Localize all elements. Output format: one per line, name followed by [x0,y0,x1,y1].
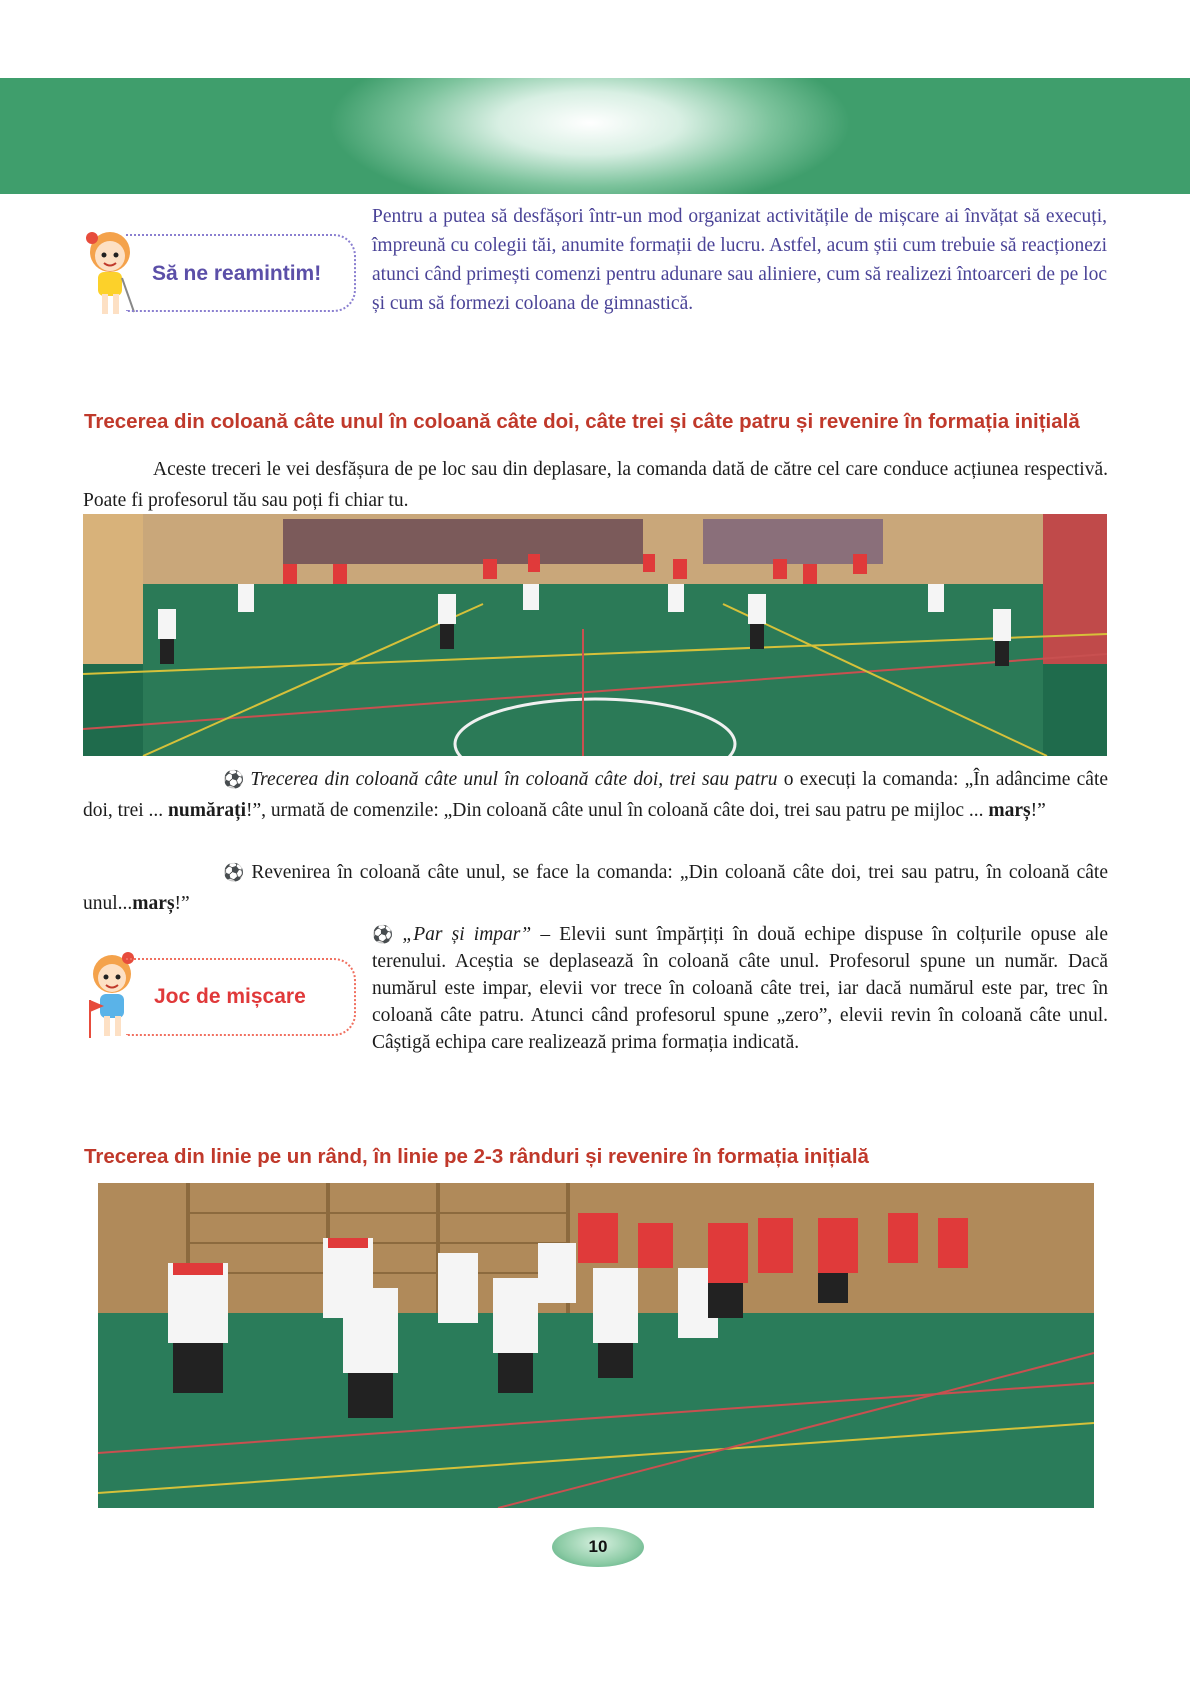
section1-bullet2: ⚽ Revenirea în coloană câte unul, se face la comanda: „Din coloană câte doi, trei sau patru, în coloană câte unul...marș!” [83,857,1108,919]
photo-gym-columns [83,514,1107,756]
page-number: 10 [552,1527,644,1567]
photo-gym-lines [98,1183,1094,1508]
intro-paragraph: Pentru a putea să desfășori într-un mod organizat activitățile de mișcare ai învățat să execuți, împreună cu colegii tăi, anumite formații de lucru. Astfel, acum știi cum trebuie să reacționezi atunci când primești comenzi pentru adunare sau aliniere, cum să realizezi întoarceri de pe loc și cum să formezi coloana de gimnastică. [372,206,1107,314]
section-heading-lines: Trecerea din linie pe un rând, în linie pe 2-3 rânduri și revenire în formația inițială [84,1145,869,1168]
soccer-ball-icon: ⚽ [372,925,394,944]
header-band [0,78,1190,194]
soccer-ball-icon: ⚽ [223,863,245,882]
game-paragraph: ⚽ „Par și impar” – Elevii sunt împărțiți în două echipe dispuse în colțurile opuse ale terenului. Aceștia se deplasează în coloană câte unul. Profesorul spune un număr. Dacă numărul este impar, elevii vor trece în coloană câte trei, iar dacă numărul este par, trec în coloană câte patru. Atunci când profesorul spune „zero”, elevii revin în coloană câte unul. Câștigă echipa care realizează prima formația indicată. [372,921,1108,1056]
soccer-ball-icon: ⚽ [223,770,245,789]
section1-bullet1: ⚽ Trecerea din coloană câte unul în coloană câte doi, trei sau patru o execuți la comanda: „În adâncime câte doi, trei ... numărați!”, urmată de comenzile: „Din coloană câte unul în coloană câte doi, trei sau patru pe mijloc ... marș!” [83,764,1108,826]
section1-paragraph: Aceste treceri le vei desfășura de pe loc sau din deplasare, la comanda dată de către cel care conduce acțiunea respectivă. Poate fi profesorul tău sau poți fi chiar tu. [83,459,1108,511]
reminder-label: Să ne reamintim! [152,262,322,285]
game-label: Joc de mișcare [154,985,306,1008]
section-heading-columns: Trecerea din coloană câte unul în coloană câte doi, câte trei și câte patru și revenire în formația inițială [84,410,1080,433]
